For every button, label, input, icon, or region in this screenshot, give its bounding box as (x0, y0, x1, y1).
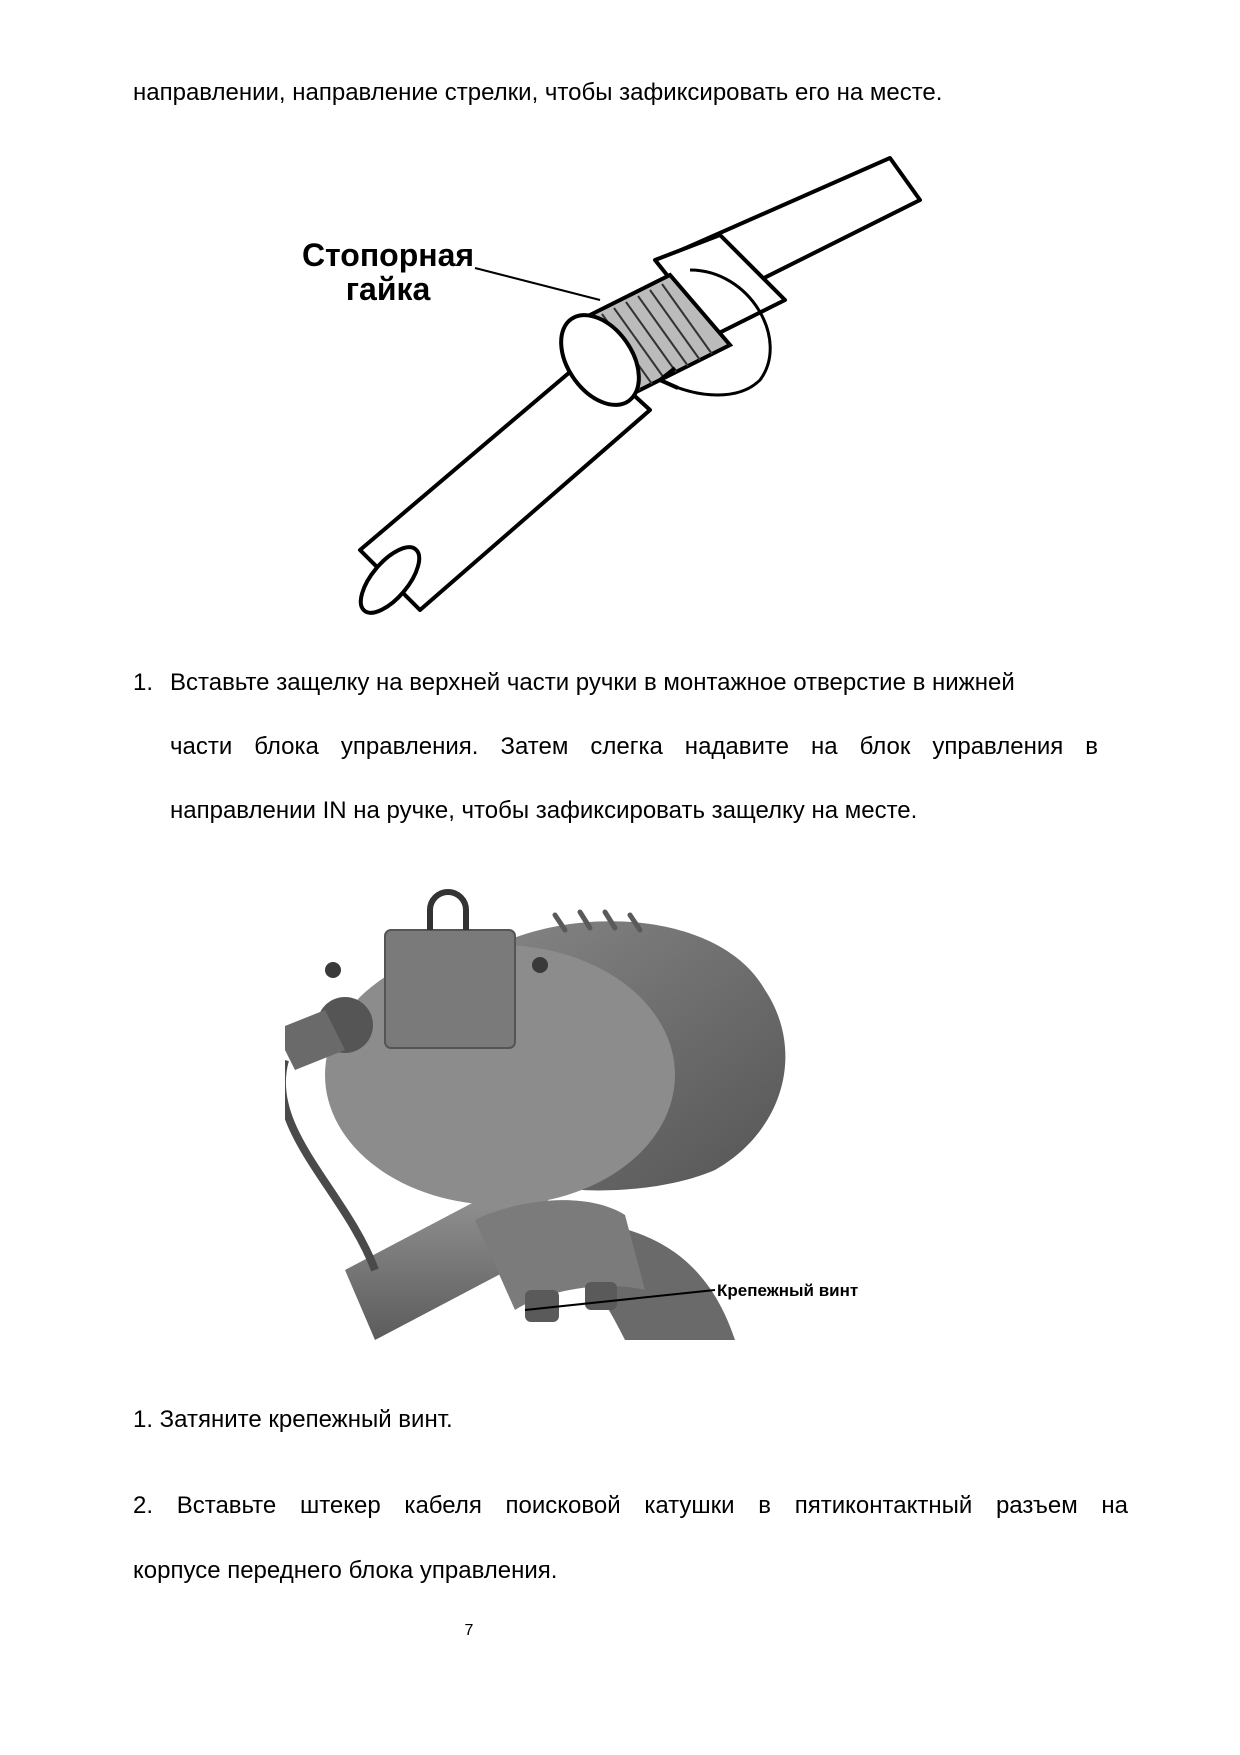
step-b: 1. Затяните крепежный винт. (133, 1406, 453, 1433)
step-c-line1: 2. Вставьте штекер кабеля поисковой катушки в пятиконтактный разъем на (133, 1492, 1128, 1519)
step-a-number: 1. (133, 669, 154, 696)
step-c-line2: корпусе переднего блока управления. (133, 1557, 558, 1584)
figure1-label-line1: Стопорная (301, 237, 475, 273)
step-a-line1: Вставьте защелку на верхней части ручки в монтажное отверстие в нижней (170, 669, 1015, 696)
step-a-line3: направлении IN на ручке, чтобы зафиксировать защелку на месте. (170, 797, 918, 824)
control-box-photo (285, 870, 965, 1340)
figure1-label-line2: гайка (345, 271, 431, 307)
step-a-line2: части блока управления. Затем слегка надавите на блок управления в (170, 733, 1098, 760)
intro-line: направлении, направление стрелки, чтобы зафиксировать его на месте. (133, 79, 943, 106)
lock-nut-illustration (280, 140, 960, 620)
label-leader-line (475, 268, 600, 300)
figure2-label: Крепежный винт (717, 1281, 859, 1300)
page-number: 7 (464, 1622, 474, 1639)
